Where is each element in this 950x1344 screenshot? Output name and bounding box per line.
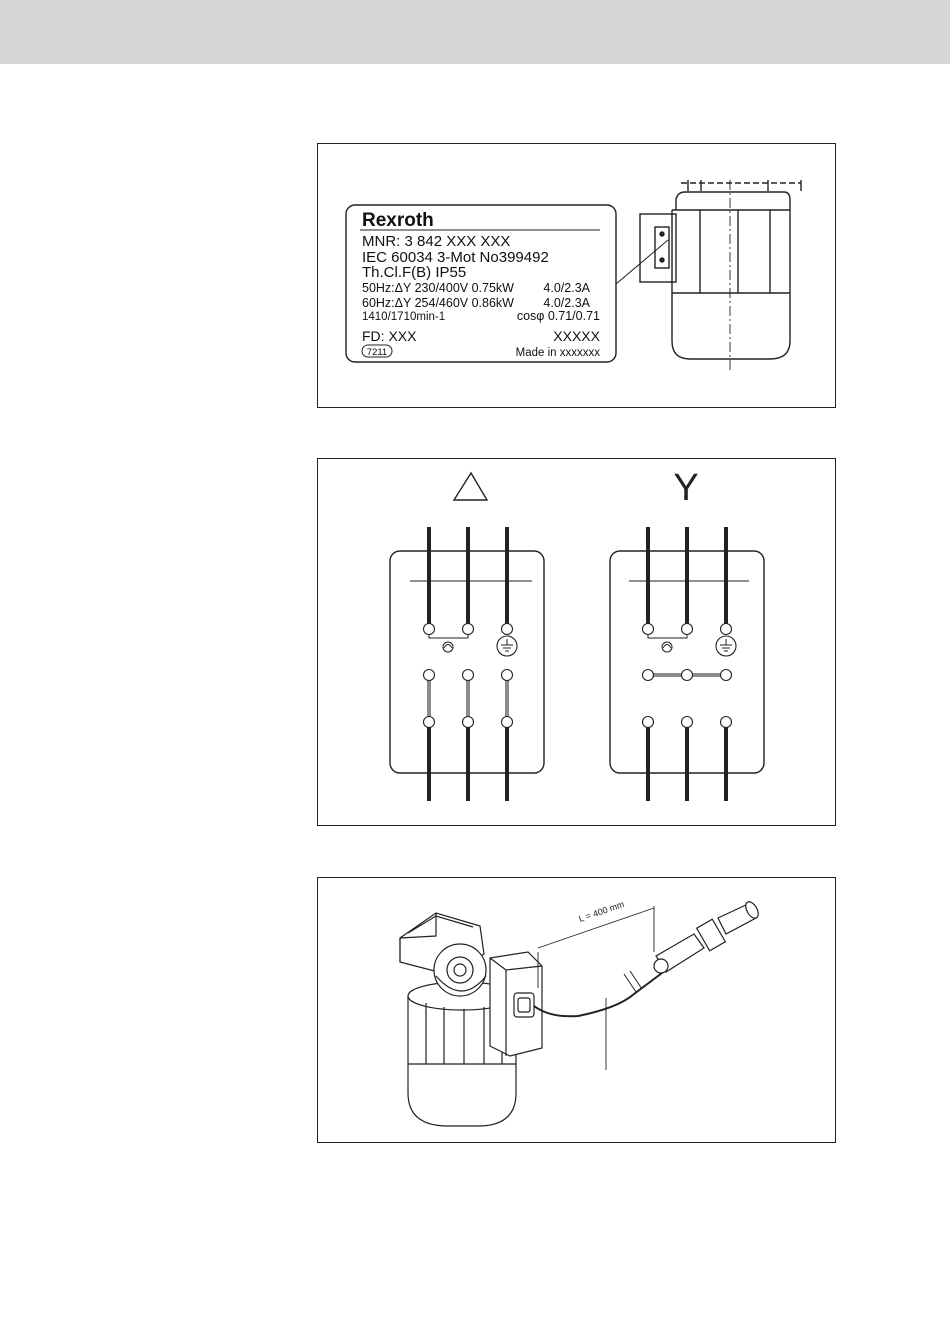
nameplate-speed: 1410/1710min-1 bbox=[362, 311, 446, 323]
plug-connector bbox=[654, 900, 761, 973]
cable-length-label: L = 400 mm bbox=[577, 898, 626, 924]
nameplate-fd: FD: XXX bbox=[362, 328, 417, 344]
wiring-drawing bbox=[318, 459, 835, 825]
delta-terminal-box bbox=[390, 527, 544, 801]
nameplate-50hz-current: 4.0/2.3A bbox=[543, 281, 590, 295]
page-header-bar bbox=[0, 0, 950, 64]
gearbox bbox=[400, 913, 486, 996]
nameplate-50hz: 50Hz:ΔY 230/400V 0.75kW bbox=[362, 281, 514, 295]
terminal-box bbox=[490, 952, 542, 1056]
nameplate-cosphi: cosφ 0.71/0.71 bbox=[516, 309, 600, 323]
delta-triangle-icon bbox=[454, 473, 487, 500]
nameplate-code: XXXXX bbox=[553, 328, 600, 344]
cable bbox=[534, 964, 674, 1016]
gear-motor-drawing bbox=[318, 878, 835, 1142]
cable-figure bbox=[317, 877, 836, 1143]
nameplate-mnr: MNR: 3 842 XXX XXX bbox=[362, 233, 511, 250]
nameplate-made-in: Made in xxxxxxx bbox=[515, 347, 600, 359]
nameplate-figure bbox=[317, 143, 836, 408]
motor-side-view bbox=[640, 180, 801, 370]
nameplate-thermal-class: Th.Cl.F(B) IP55 bbox=[362, 264, 467, 281]
star-connection-symbol: Y bbox=[673, 467, 699, 509]
nameplate-iec: IEC 60034 3-Mot No399492 bbox=[362, 249, 549, 266]
nameplate-drawing bbox=[318, 144, 835, 407]
nameplate-60hz: 60Hz:ΔY 254/460V 0.86kW bbox=[362, 296, 514, 310]
star-terminal-box bbox=[610, 527, 764, 801]
nameplate-brand: Rexroth bbox=[362, 210, 434, 231]
wiring-figure bbox=[317, 458, 836, 826]
nameplate-stamp: 7211 bbox=[366, 347, 388, 358]
nameplate-60hz-current: 4.0/2.3A bbox=[543, 296, 590, 310]
